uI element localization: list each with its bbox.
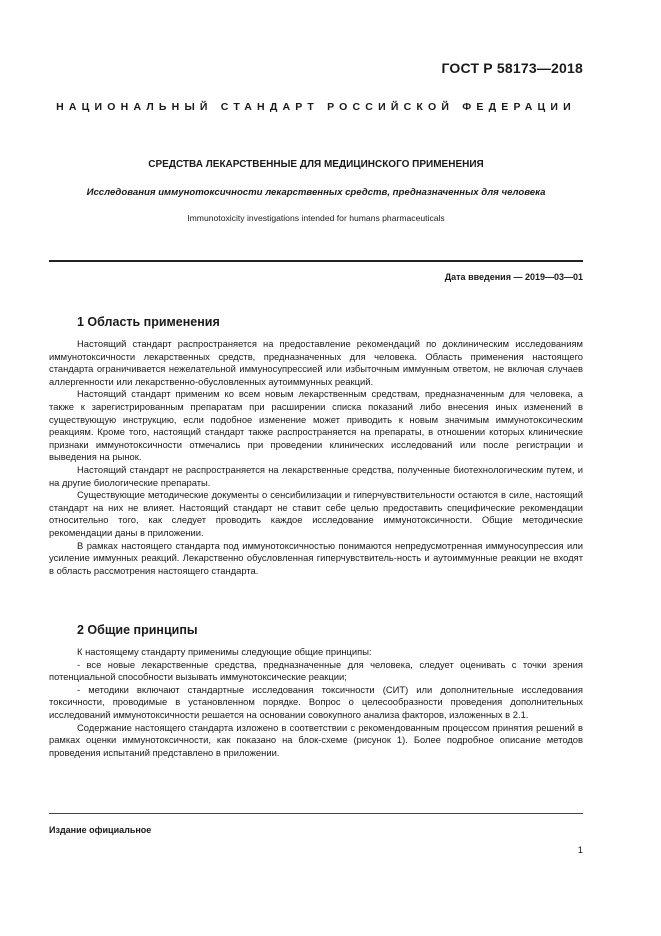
introduction-date: Дата введения — 2019—03—01 <box>444 272 583 282</box>
document-title-english: Immunotoxicity investigations intended for humans pharmaceuticals <box>187 213 445 223</box>
paragraph: Настоящий стандарт не распространяется на лекарственные средства, полученные биотехнологическим путем, и на другие биологические препараты. <box>49 463 583 488</box>
paragraph: В рамках настоящего стандарта под иммунотоксичностью понимаются непредусмотренная иммуносупрессия или усиление иммунных реакций. Лекарственно обусловленная гиперчувствитель-ность и аутоиммунные реакции не входят в область рассмотрения настоящего стандарта. <box>49 539 583 576</box>
list-item: - методики включают стандартные исследования токсичности (СИТ) или дополнительные исследования токсичности, проводимые в установленном порядке. Вопрос о целесообразности проведения дополнительных исследований иммунотоксичности решается на основании совокупного анализа факторов, изложенных в 2.1. <box>49 683 583 720</box>
section-2-body <box>49 646 583 759</box>
header-divider <box>49 260 583 262</box>
standard-number: ГОСТ Р 58173—2018 <box>441 60 583 76</box>
section-1-heading: 1 Область применения <box>77 315 220 329</box>
paragraph: Настоящий стандарт применим ко всем новым лекарственным средствам, предназначенным для человека, а также к зарегистрированным препаратам при расширении списка показаний либо внесения иных изменений в существующую инструкцию, если подобное изменение может приводить к новым значимым иммунотоксическим реакциям. Кроме того, настоящий стандарт также распространяется на препараты, в отношении которых клинические признаки иммунотоксичности отмечались при проведении клинических исследований или после регистрации и выведения на рынок. <box>49 388 583 463</box>
paragraph: Настоящий стандарт распространяется на предоставление рекомендаций по доклиническим исследованиям иммунотоксичности лекарственных средств, предназначенных для человека. Область применения настоящего стандарта ограничивается нежелательной иммуносупрессией или избыточным иммунным ответом, не включая случаев аллергенности или лекарственно-обусловленных аутоиммунных реакций. <box>49 338 583 387</box>
paragraph: Содержание настоящего стандарта изложено в соответствии с рекомендованным процессом принятия решений в рамках оценки иммунотоксичности, как показано на блок-схеме (рисунок 1). Более подробное описание методов проведения испытаний представлено в приложении. <box>49 721 583 758</box>
page-number: 1 <box>577 845 583 856</box>
list-item: - все новые лекарственные средства, предназначенные для человека, следует оценивать с точки зрения потенциальной способности вызывать иммунотоксические реакции; <box>49 658 583 683</box>
paragraph: К настоящему стандарту применимы следующие общие принципы: <box>77 646 372 657</box>
national-standard-title: НАЦИОНАЛЬНЫЙ СТАНДАРТ РОССИЙСКОЙ ФЕДЕРАЦИИ <box>56 101 576 113</box>
paragraph: Существующие методические документы о сенсибилизации и гиперчувствительности остаются в силе, настоящий стандарт на них не влияет. Настоящий стандарт не ставит себе целью предоставить специфические рекомендации относительно того, как следует проводить каждое исследование иммунотоксичности. Общие методические рекомендации даны в приложении. <box>49 489 583 538</box>
document-title: СРЕДСТВА ЛЕКАРСТВЕННЫЕ ДЛЯ МЕДИЦИНСКОГО ПРИМЕНЕНИЯ <box>148 159 484 170</box>
section-2-heading: 2 Общие принципы <box>77 623 198 637</box>
official-edition-label: Издание официальное <box>49 825 152 835</box>
section-1-body <box>49 338 583 577</box>
document-subtitle: Исследования иммунотоксичности лекарственных средств, предназначенных для человека <box>86 187 546 198</box>
footer-divider <box>49 813 583 814</box>
